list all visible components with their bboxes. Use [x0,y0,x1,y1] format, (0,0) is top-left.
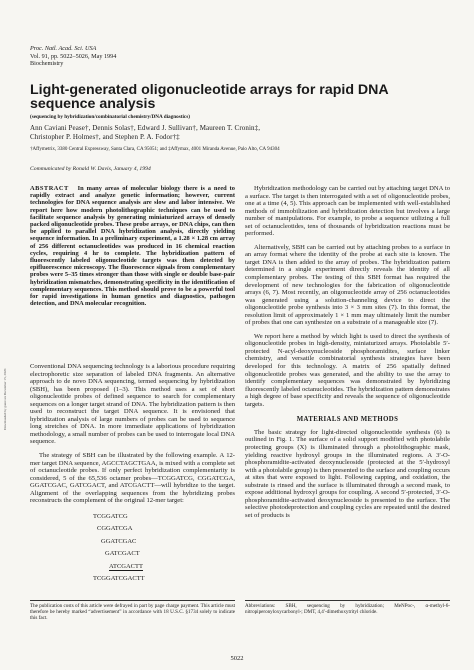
author-list [30,124,460,143]
probe-alignment [30,511,235,586]
article-subtitle: (sequencing by hybridization/combinatorial chemistry/DNA diagnostics) [30,114,190,120]
abstract-text: In many areas of molecular biology there is a need to rapidly extract and analyze genetic information; however, current technologies for DNA sequence analysis are slow and labor intensive. We report here how modern photolithographic techniques can be used to facilitate sequence analysis by generating miniaturized arrays of densely packed oligonucleotide probes. These probe arrays, or DNA chips, can then be applied to parallel DNA hybridization analysis, directly yielding sequence information. In a preliminary experiment, a 1.28 × 1.28 cm array of 256 different octanucleotides was produced in 16 chemical reaction cycles, requiring 4 hr to complete. The hybridization pattern of fluorescently labeled oligonucleotide targets was then detected by epifluorescence microscopy. The fluorescence signals from complementary probes were 5–35 times stronger than those with single or double base-pair hybridization mismatches, demonstrating specificity in the identification of complementary sequences. This method should prove to be a powerful tool for rapid investigations in human genetics and diagnostics, pathogen detection, and DNA molecular recognition. [30,185,235,308]
journal-name: Proc. Natl. Acad. Sci. USA [30,45,97,52]
journal-volume: Vol. 91, pp. 5022–5026, May 1994 [30,52,117,60]
journal-section: Biochemistry [30,60,64,68]
probe-consensus: TCGGATCGACTT [93,575,145,583]
probe-line [30,561,235,574]
communicated-by: Communicated by Ronald W. Davis, January 4, 1994 [30,166,151,172]
left-column-body [30,363,235,586]
section-heading: MATERIALS AND METHODS [296,416,399,424]
author-line: Christopher P. Holmes†, and Stephen P. A. Fodor†‡ [30,133,180,142]
paragraph: The strategy of SBH can be illustrated by the following example. A 12-mer target DNA sequence, AGCCTAGCTGAA, is mixed with a complete set of octanucleotide probes. If only perfect hybridization complementarity is considered, 5 of the 65,536 octamer probes—TCGGATCG, CGGATCGA, GGATCGAC, GATCGACT, and ATCGACTT—will hybridize to the target. Alignment of the overlapping sequences from the hybridizing probes reconstructs the complement of the original 12-mer target: [30,452,235,505]
article-title: Light-generated oligonucleotide arrays for rapid DNA sequence analysis [30,82,389,113]
publication-footnote: The publication costs of this article were defrayed in part by page charge payment. This article must therefore be hereby marked “advertisement” in accordance with 18 U.S.C. §1734 solely to indicate this fact. [30,603,235,621]
probe-last: ATCGACTT [109,562,143,570]
paragraph: We report here a method by which light is used to direct the synthesis of oligonucleotide probes in high-density, miniaturized arrays. Photolabile 5′-protected N-acyl-deoxynucleoside phosphoramidites, surface linker chemistry, and versatile combinatorial synthesis strategies have been developed for this technology. A matrix of 256 spatially defined oligonucleotide probes was generated, and the ability to use the array to identify complementary sequences was demonstrated by hybridizing fluorescently labeled octanucleotides. The hybridization pattern demonstrates a high degree of base specificity and reveals the sequence of oligonucleotide targets. [245,332,450,408]
footnote-rule [30,600,235,601]
probe-line: GATCGACT [105,550,140,558]
author-line: Ann Caviani Pease†, Dennis Solas†, Edward J. Sullivan†, Maureen T. Cronin‡, [30,124,261,132]
footnote-rule [245,600,450,601]
abstract-label: ABSTRACT [30,185,69,192]
abbreviations-footnote: Abbreviations: SBH, sequencing by hybridization; MeNPoc-, α-methyl-6-nitropiperonyloxycarbonyl-; DMT, 4,4′-dimethoxytrityl chloride. [245,603,450,615]
paragraph: Hybridization methodology can be carried out by attaching target DNA to a surface. The target is then interrogated with a set of oligonucleotide probes, one at a time (4, 5). This approach can be implemented with well-established methods of immobilization and hybridization detection but involves a large number of manipulations. For example, to probe a sequence utilizing a full set of octanucleotides, tens of thousands of hybridization reactions must be performed. [245,185,450,238]
journal-header [30,45,116,68]
probe-line: GGATCGAC [101,537,137,545]
page-number: 5022 [230,655,244,662]
right-column-body [245,185,450,525]
paragraph: Conventional DNA sequencing technology is a laborious procedure requiring electrophoretic size separation of labeled DNA fragments. An alternative approach to de novo DNA sequencing, termed sequencing by hybridization (SBH), has been proposed (1–3). This method uses a set of short oligonucleotide probes of defined sequence to search for complementary sequences on a longer target strand of DNA. The hybridization pattern is then used to reconstruct the target DNA sequence. It is envisioned that hybridization analysis of large numbers of probes can be used to sequence long stretches of DNA. In more immediate applications of hybridization methodology, a small number of probes can be used to interrogate local DNA sequence. [30,363,235,446]
paragraph: Alternatively, SBH can be carried out by attaching probes to a surface in an array format where the identity of the probe at each site is known. The target DNA is then added to the array of probes. The hybridization pattern determined in a single experiment directly reveals the identity of all complementary probes. The testing of this SBH format has required the development of new technologies for the fabrication of oligonucleotide arrays (6, 7). Most recently, an oligonucleotide array of 256 octanucleotides was generated using a solution-channeling device to direct the oligonucleotide probe synthesis into 3 × 3 mm sites (7). In this format, the resolution limit of approximately 1 × 1 mm may ultimately limit the number of probes that one can synthesize on a substrate of a manageable size (7). [245,243,450,327]
abstract [30,185,235,307]
download-watermark: Downloaded by guest on December 15, 2020 [3,368,7,430]
probe-line: TCGGATCG [93,512,128,520]
probe-line: CGGATCGA [97,525,133,533]
affiliations: †Affymetrix, 3380 Central Expressway, Santa Clara, CA 95051; and ‡Affymax, 4001 Miranda Avenue, Palo Alto, CA 94304 [30,147,280,152]
paragraph: The basic strategy for light-directed oligonucleotide synthesis (6) is outlined in Fig. 1. The surface of a solid support modified with photolabile protecting groups (X) is illuminated through a photolithographic mask, yielding reactive hydroxyl groups in the illuminated regions. A 3′-O-phosphoramidite-activated deoxynucleoside (protected at the 5′-hydroxyl with a photolabile group) is then presented to the surface and coupling occurs at sites that were exposed to light. Following capping, and oxidation, the substrate is rinsed and the surface is illuminated through a second mask, to expose additional hydroxyl groups for coupling. A second 5′-protected, 3′-O-phosphoramidite-activated deoxynucleoside is presented to the surface. The selective photodeprotection and coupling cycles are repeated until the desired set of products is [245,428,450,519]
